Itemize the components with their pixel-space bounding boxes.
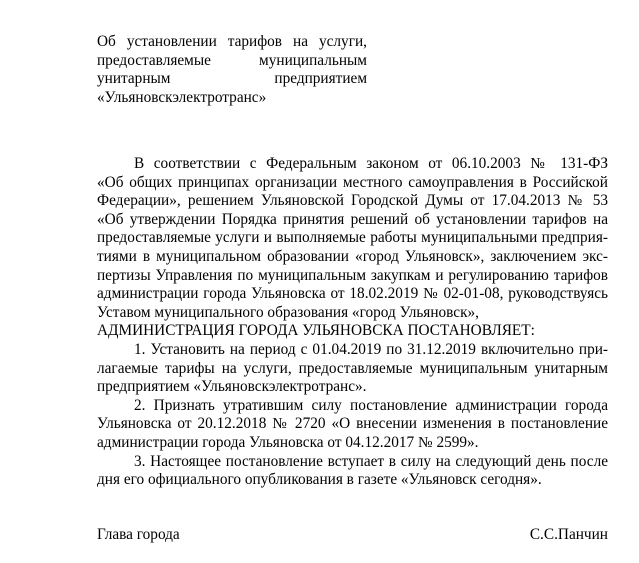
item-1-line: 1. Установить на период с 01.04.2019 по 31.12.2019 включительно при- [134,340,608,358]
resolution-heading: АДМИНИСТРАЦИЯ ГОРОДА УЛЬЯНОВСКА ПОСТАНОВЛЯЕТ: [97,322,535,340]
item-2-line: администрации города Ульяновска от 04.12.2017 № 2599». [97,433,479,451]
preamble-line: «Об утверждении Порядка принятия решений об установлении тарифов на [97,210,608,228]
item-2-line: 2. Признать утратившим силу постановление администрации города [134,396,608,414]
preamble-line: Уставом муниципального образования «город Ульяновск», [97,303,479,321]
title-line: «Ульяновскэлектротранс» [97,88,267,106]
signature-block [97,526,608,545]
item-2-line: Ульяновска от 20.12.2018 № 2720 «О внесении изменения в постановление [97,415,608,433]
signature-name: С.С.Панчин [529,526,608,543]
title-line: предоставляемые муниципальным [97,51,367,69]
item-3-line: 3. Настоящее постановление вступает в силу на следующий день после [134,452,608,470]
item-3-paragraph [97,453,608,490]
preamble-line: «Об общих принципах организации местного самоуправления в Российской [97,173,608,191]
preamble-line: В соответствии с Федеральным законом от 06.10.2003 № 131-ФЗ [134,155,608,172]
preamble-line: пертизы Управления по муниципальным закупкам и регулированию тарифов [97,266,608,284]
item-3-line: дня его официального опубликования в газете «Ульяновск сегодня». [97,471,542,489]
item-2-paragraph [97,397,608,453]
title-line: Об установлении тарифов на услуги, [97,33,367,50]
item-1-line: предприятием «Ульяновскэлектротранс». [97,378,367,396]
document-body [97,155,608,490]
title-line: унитарным предприятием [97,70,367,88]
item-1-paragraph [97,341,608,397]
preamble-line: Федерации», решением Ульяновской Городской Думы от 17.04.2013 № 53 [97,192,608,210]
preamble-line: администрации города Ульяновска от 18.02.2019 № 02-01-08, руководствуясь [97,285,608,303]
document-title-block [97,33,367,107]
preamble-line: тиями в муниципальном образовании «город Ульяновск», заключением экс- [97,247,608,265]
preamble-line: предоставляемые услуги и выполняемые работы муниципальными предприя- [97,229,608,247]
item-1-line: лагаемые тарифы на услуги, предоставляемые муниципальным унитарным [97,359,608,377]
preamble-paragraph [97,155,608,322]
signature-title: Глава города [97,526,180,543]
